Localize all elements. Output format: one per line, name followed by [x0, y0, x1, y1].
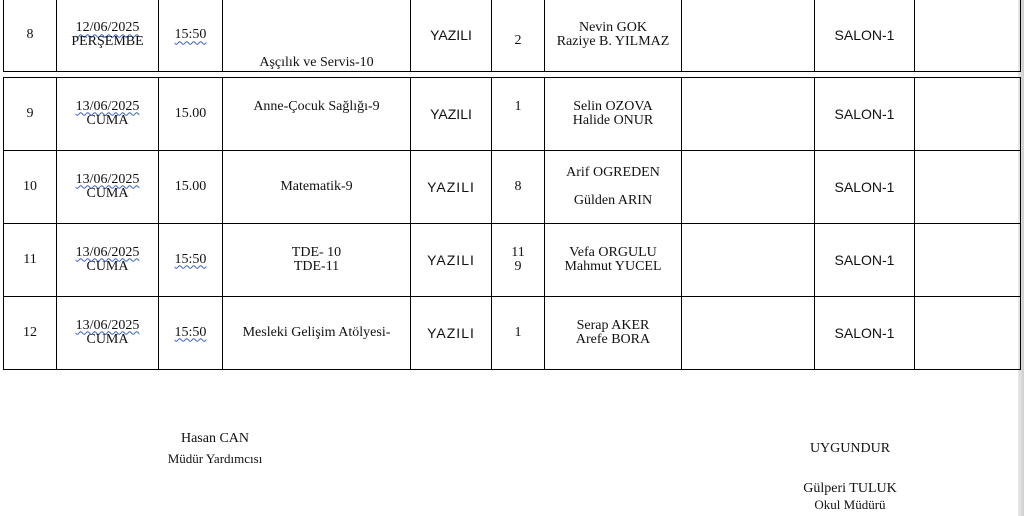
exam-date-cell	[57, 223, 159, 296]
teacher-2: Mahmut YUCEL	[564, 258, 662, 274]
exam-room: SALON-1	[815, 150, 915, 223]
teacher-2: Raziye B. YILMAZ	[556, 34, 670, 50]
student-count-2: 9	[514, 258, 522, 274]
row-number: 11	[4, 223, 57, 296]
signature-block-principal	[775, 440, 925, 512]
empty-cell	[682, 296, 815, 369]
table-row	[4, 223, 1021, 296]
empty-cell	[682, 0, 815, 71]
student-count: 1	[492, 296, 545, 369]
principal-title: Okul Müdürü	[814, 497, 886, 512]
exam-type: YAZILI	[411, 0, 492, 71]
teacher-1: Nevin GOK	[578, 20, 648, 36]
exam-schedule-table	[3, 0, 1021, 370]
exam-date-cell	[57, 0, 159, 71]
row-number: 12	[4, 296, 57, 369]
teacher-1: Arif OGREDEN	[566, 164, 660, 180]
row-number: 8	[4, 0, 57, 71]
exam-type: YAZILI	[411, 296, 492, 369]
principal-name: Gülperi TULUK	[803, 481, 897, 496]
exam-date: 13/06/2025	[75, 244, 140, 260]
deputy-name: Hasan CAN	[180, 431, 250, 446]
empty-cell	[915, 77, 1021, 150]
student-count-cell	[492, 223, 545, 296]
exam-time: 15:50	[159, 296, 223, 369]
course-cell	[223, 0, 411, 71]
teacher-1: Serap AKER	[576, 317, 650, 333]
teacher-2: Halide ONUR	[572, 112, 654, 128]
teachers-cell	[545, 150, 682, 223]
exam-date-cell	[57, 296, 159, 369]
course-name: Matematik-9	[223, 150, 411, 223]
table-row	[4, 296, 1021, 369]
empty-cell	[682, 150, 815, 223]
exam-date: 13/06/2025	[75, 317, 140, 333]
course-cell	[223, 223, 411, 296]
exam-room: SALON-1	[815, 223, 915, 296]
exam-time: 15.00	[159, 77, 223, 150]
course-name: Mesleki Gelişim Atölyesi-	[223, 296, 411, 369]
exam-type: YAZILI	[411, 77, 492, 150]
course-name: TDE- 10	[291, 244, 342, 260]
student-count: 2	[492, 0, 545, 71]
empty-cell	[682, 223, 815, 296]
exam-day: CUMA	[86, 331, 129, 347]
exam-room: SALON-1	[815, 77, 915, 150]
table-row	[4, 77, 1021, 150]
exam-date: 12/06/2025	[75, 20, 140, 36]
exam-type: YAZILI	[411, 223, 492, 296]
teacher-2: Gülden ARIN	[573, 192, 653, 208]
course-name-2: TDE-11	[293, 258, 340, 274]
teacher-2: Arefe BORA	[575, 331, 651, 347]
teacher-1: Selin OZOVA	[573, 98, 653, 114]
teachers-cell	[545, 223, 682, 296]
student-count: 1	[492, 77, 545, 150]
teachers-cell	[545, 296, 682, 369]
deputy-title: Müdür Yardımcısı	[167, 451, 263, 466]
exam-day: PERŞEMBE	[71, 34, 144, 50]
teachers-cell	[545, 0, 682, 71]
row-number: 9	[4, 77, 57, 150]
exam-room: SALON-1	[815, 0, 915, 71]
empty-cell	[915, 150, 1021, 223]
empty-cell	[915, 296, 1021, 369]
course-name: Aşçılık ve Servis-10	[259, 54, 374, 70]
teachers-cell	[545, 77, 682, 150]
exam-date-cell	[57, 77, 159, 150]
exam-room: SALON-1	[815, 296, 915, 369]
exam-time: 15:50	[159, 223, 223, 296]
exam-time: 15:50	[159, 0, 223, 71]
exam-type: YAZILI	[411, 150, 492, 223]
table-row	[4, 0, 1021, 71]
exam-day: CUMA	[86, 258, 129, 274]
student-count: 8	[492, 150, 545, 223]
approval-label: UYGUNDUR	[809, 441, 891, 456]
exam-date: 13/06/2025	[75, 98, 140, 114]
empty-cell	[915, 0, 1021, 71]
student-count: 11	[511, 244, 525, 260]
empty-cell	[915, 223, 1021, 296]
course-name: Anne-Çocuk Sağlığı-9	[223, 77, 411, 150]
teacher-1: Vefa ORGULU	[569, 244, 657, 260]
row-number: 10	[4, 150, 57, 223]
empty-cell	[682, 77, 815, 150]
exam-day: CUMA	[86, 112, 129, 128]
exam-day: CUMA	[86, 185, 129, 201]
signature-block-deputy	[140, 430, 290, 468]
exam-time: 15.00	[159, 150, 223, 223]
exam-date: 13/06/2025	[75, 171, 140, 187]
table-row	[4, 150, 1021, 223]
exam-date-cell	[57, 150, 159, 223]
